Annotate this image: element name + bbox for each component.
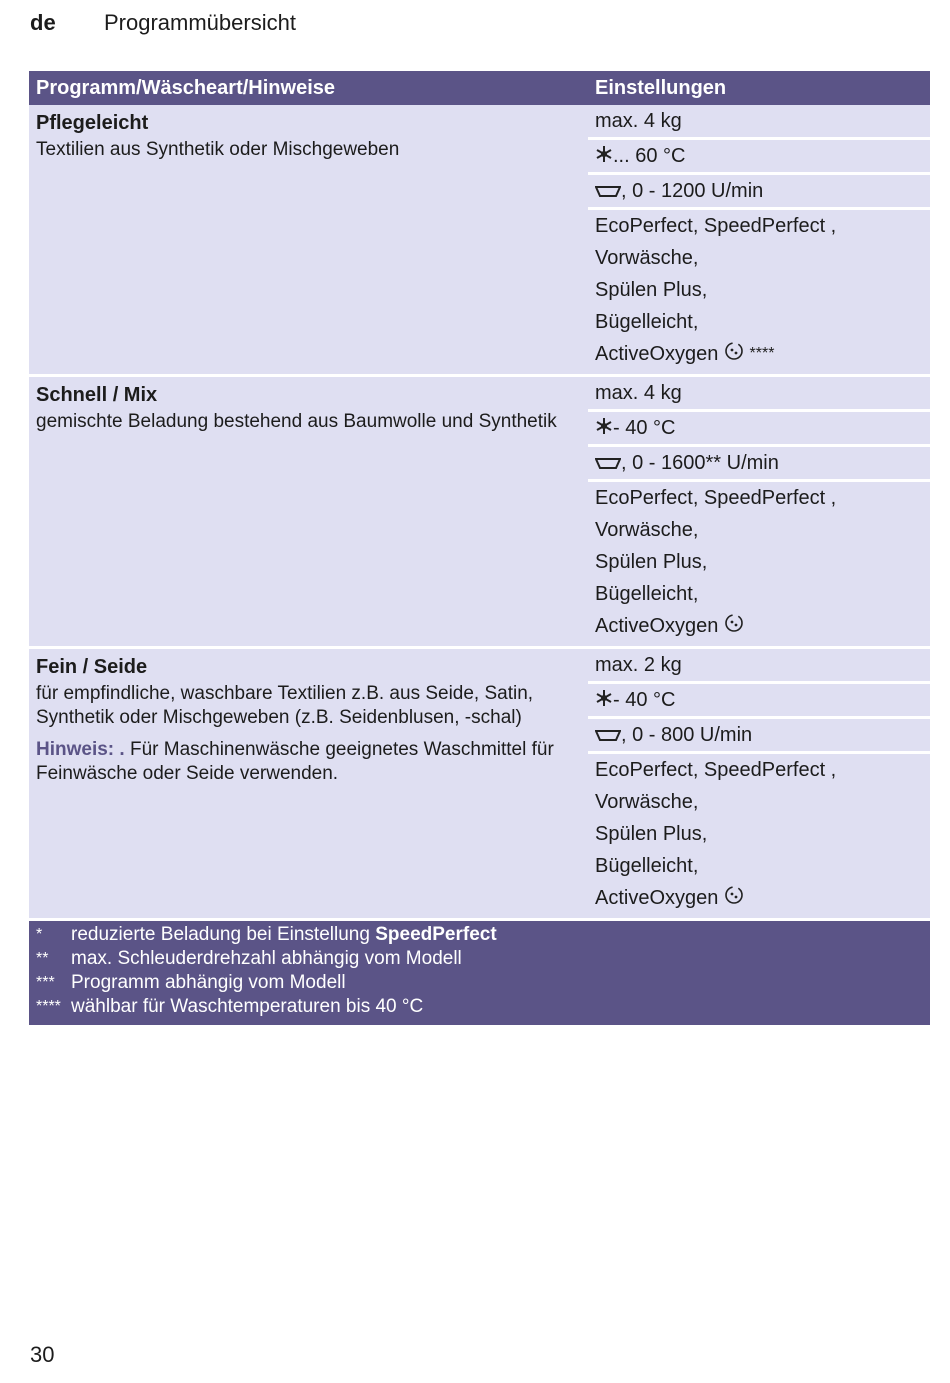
spin-value: , 0 - 1200 U/min bbox=[621, 180, 764, 202]
option-item-oxygen bbox=[595, 338, 930, 370]
option-item-label: ActiveOxygen bbox=[595, 343, 719, 365]
option-item-label: ActiveOxygen bbox=[595, 887, 719, 909]
program-desc: gemischte Beladung bestehend aus Baumwolle und Synthetik bbox=[36, 411, 557, 432]
option-item: EcoPerfect, SpeedPerfect , bbox=[595, 759, 837, 781]
column-header-settings: Einstellungen bbox=[595, 76, 727, 99]
spin-value: , 0 - 1600** U/min bbox=[621, 452, 779, 474]
active-oxygen-icon bbox=[724, 339, 744, 371]
spin-setting bbox=[588, 719, 930, 751]
footnote-text-part: reduzierte Beladung bei Einstellung bbox=[71, 924, 376, 945]
option-item: Vorwäsche, bbox=[595, 519, 699, 541]
option-item: Bügelleicht, bbox=[595, 311, 699, 333]
option-item: Spülen Plus, bbox=[595, 279, 708, 301]
column-header-program: Programm/Wäscheart/Hinweise bbox=[36, 76, 335, 99]
language-label: de bbox=[30, 10, 56, 35]
spin-icon bbox=[595, 448, 621, 480]
temperature-setting bbox=[588, 140, 930, 172]
table-row bbox=[29, 649, 930, 918]
program-desc: Textilien aus Synthetik oder Mischgeweben bbox=[36, 139, 400, 160]
program-name: Pflegeleicht bbox=[36, 112, 149, 134]
program-name: Schnell / Mix bbox=[36, 384, 158, 406]
footnotes bbox=[29, 921, 930, 1025]
option-item: Spülen Plus, bbox=[595, 823, 708, 845]
snowflake-icon bbox=[595, 685, 613, 717]
snowflake-icon bbox=[595, 413, 613, 445]
program-description-cell bbox=[29, 105, 588, 374]
program-name: Fein / Seide bbox=[36, 656, 148, 678]
table-header bbox=[29, 71, 930, 105]
oxygen-footnote-mark: **** bbox=[749, 345, 775, 362]
page-number: 30 bbox=[30, 1342, 55, 1367]
footnote-text: wählbar für Waschtemperaturen bis 40 °C bbox=[71, 996, 424, 1017]
spin-value: , 0 - 800 U/min bbox=[621, 724, 753, 746]
temperature-value: ... 60 °C bbox=[613, 145, 686, 167]
footnote-bold: SpeedPerfect bbox=[375, 924, 497, 945]
footnote bbox=[36, 947, 923, 971]
program-desc-line: Synthetik oder Mischgeweben (z.B. Seidenblusen, -schal) bbox=[36, 707, 522, 728]
footnote-mark: **** bbox=[36, 998, 61, 1015]
hint-label: Hinweis: . bbox=[36, 739, 125, 760]
table-row bbox=[29, 377, 930, 646]
footnote-mark: * bbox=[36, 926, 43, 943]
settings-cell bbox=[588, 377, 930, 646]
active-oxygen-icon bbox=[724, 883, 744, 915]
settings-cell bbox=[588, 105, 930, 374]
footnote-mark: ** bbox=[36, 950, 49, 967]
footnote bbox=[36, 995, 923, 1019]
program-hint bbox=[36, 738, 578, 786]
footnote bbox=[36, 923, 923, 947]
options-list bbox=[588, 754, 930, 918]
program-description-cell bbox=[29, 649, 588, 918]
spin-icon bbox=[595, 720, 621, 752]
spin-setting bbox=[588, 447, 930, 479]
load-value: max. 2 kg bbox=[588, 649, 930, 681]
footnote-text bbox=[71, 923, 497, 947]
option-item: Vorwäsche, bbox=[595, 247, 699, 269]
options-list bbox=[588, 210, 930, 374]
option-item: EcoPerfect, SpeedPerfect , bbox=[595, 487, 837, 509]
option-item: Bügelleicht, bbox=[595, 855, 699, 877]
option-item: Spülen Plus, bbox=[595, 551, 708, 573]
spin-icon bbox=[595, 176, 621, 208]
temperature-setting bbox=[588, 412, 930, 444]
load-value: max. 4 kg bbox=[588, 105, 930, 137]
option-item-label: ActiveOxygen bbox=[595, 615, 719, 637]
spin-setting bbox=[588, 175, 930, 207]
option-item: EcoPerfect, SpeedPerfect , bbox=[595, 215, 837, 237]
option-item-oxygen bbox=[595, 610, 930, 642]
option-item: Bügelleicht, bbox=[595, 583, 699, 605]
hint-text-cont: Feinwäsche oder Seide verwenden. bbox=[36, 763, 339, 784]
table-row bbox=[29, 105, 930, 374]
program-desc-line: für empfindliche, waschbare Textilien z.B. aus Seide, Satin, bbox=[36, 683, 534, 704]
hint-text: Für Maschinenwäsche geeignetes Waschmittel für bbox=[124, 739, 554, 760]
settings-cell bbox=[588, 649, 930, 918]
page-title: Programmübersicht bbox=[104, 10, 296, 35]
program-description-cell bbox=[29, 377, 588, 646]
snowflake-icon bbox=[595, 141, 613, 173]
footnote-mark: *** bbox=[36, 974, 55, 991]
options-list bbox=[588, 482, 930, 646]
footnote-text: max. Schleuderdrehzahl abhängig vom Modell bbox=[71, 948, 462, 969]
temperature-value: - 40 °C bbox=[613, 417, 676, 439]
active-oxygen-icon bbox=[724, 611, 744, 643]
option-item: Vorwäsche, bbox=[595, 791, 699, 813]
program-table bbox=[29, 71, 930, 1025]
temperature-value: - 40 °C bbox=[613, 689, 676, 711]
temperature-setting bbox=[588, 684, 930, 716]
page-header bbox=[30, 8, 296, 38]
option-item-oxygen bbox=[595, 882, 930, 914]
load-value: max. 4 kg bbox=[588, 377, 930, 409]
footnote-text: Programm abhängig vom Modell bbox=[71, 972, 346, 993]
footnote bbox=[36, 971, 923, 995]
